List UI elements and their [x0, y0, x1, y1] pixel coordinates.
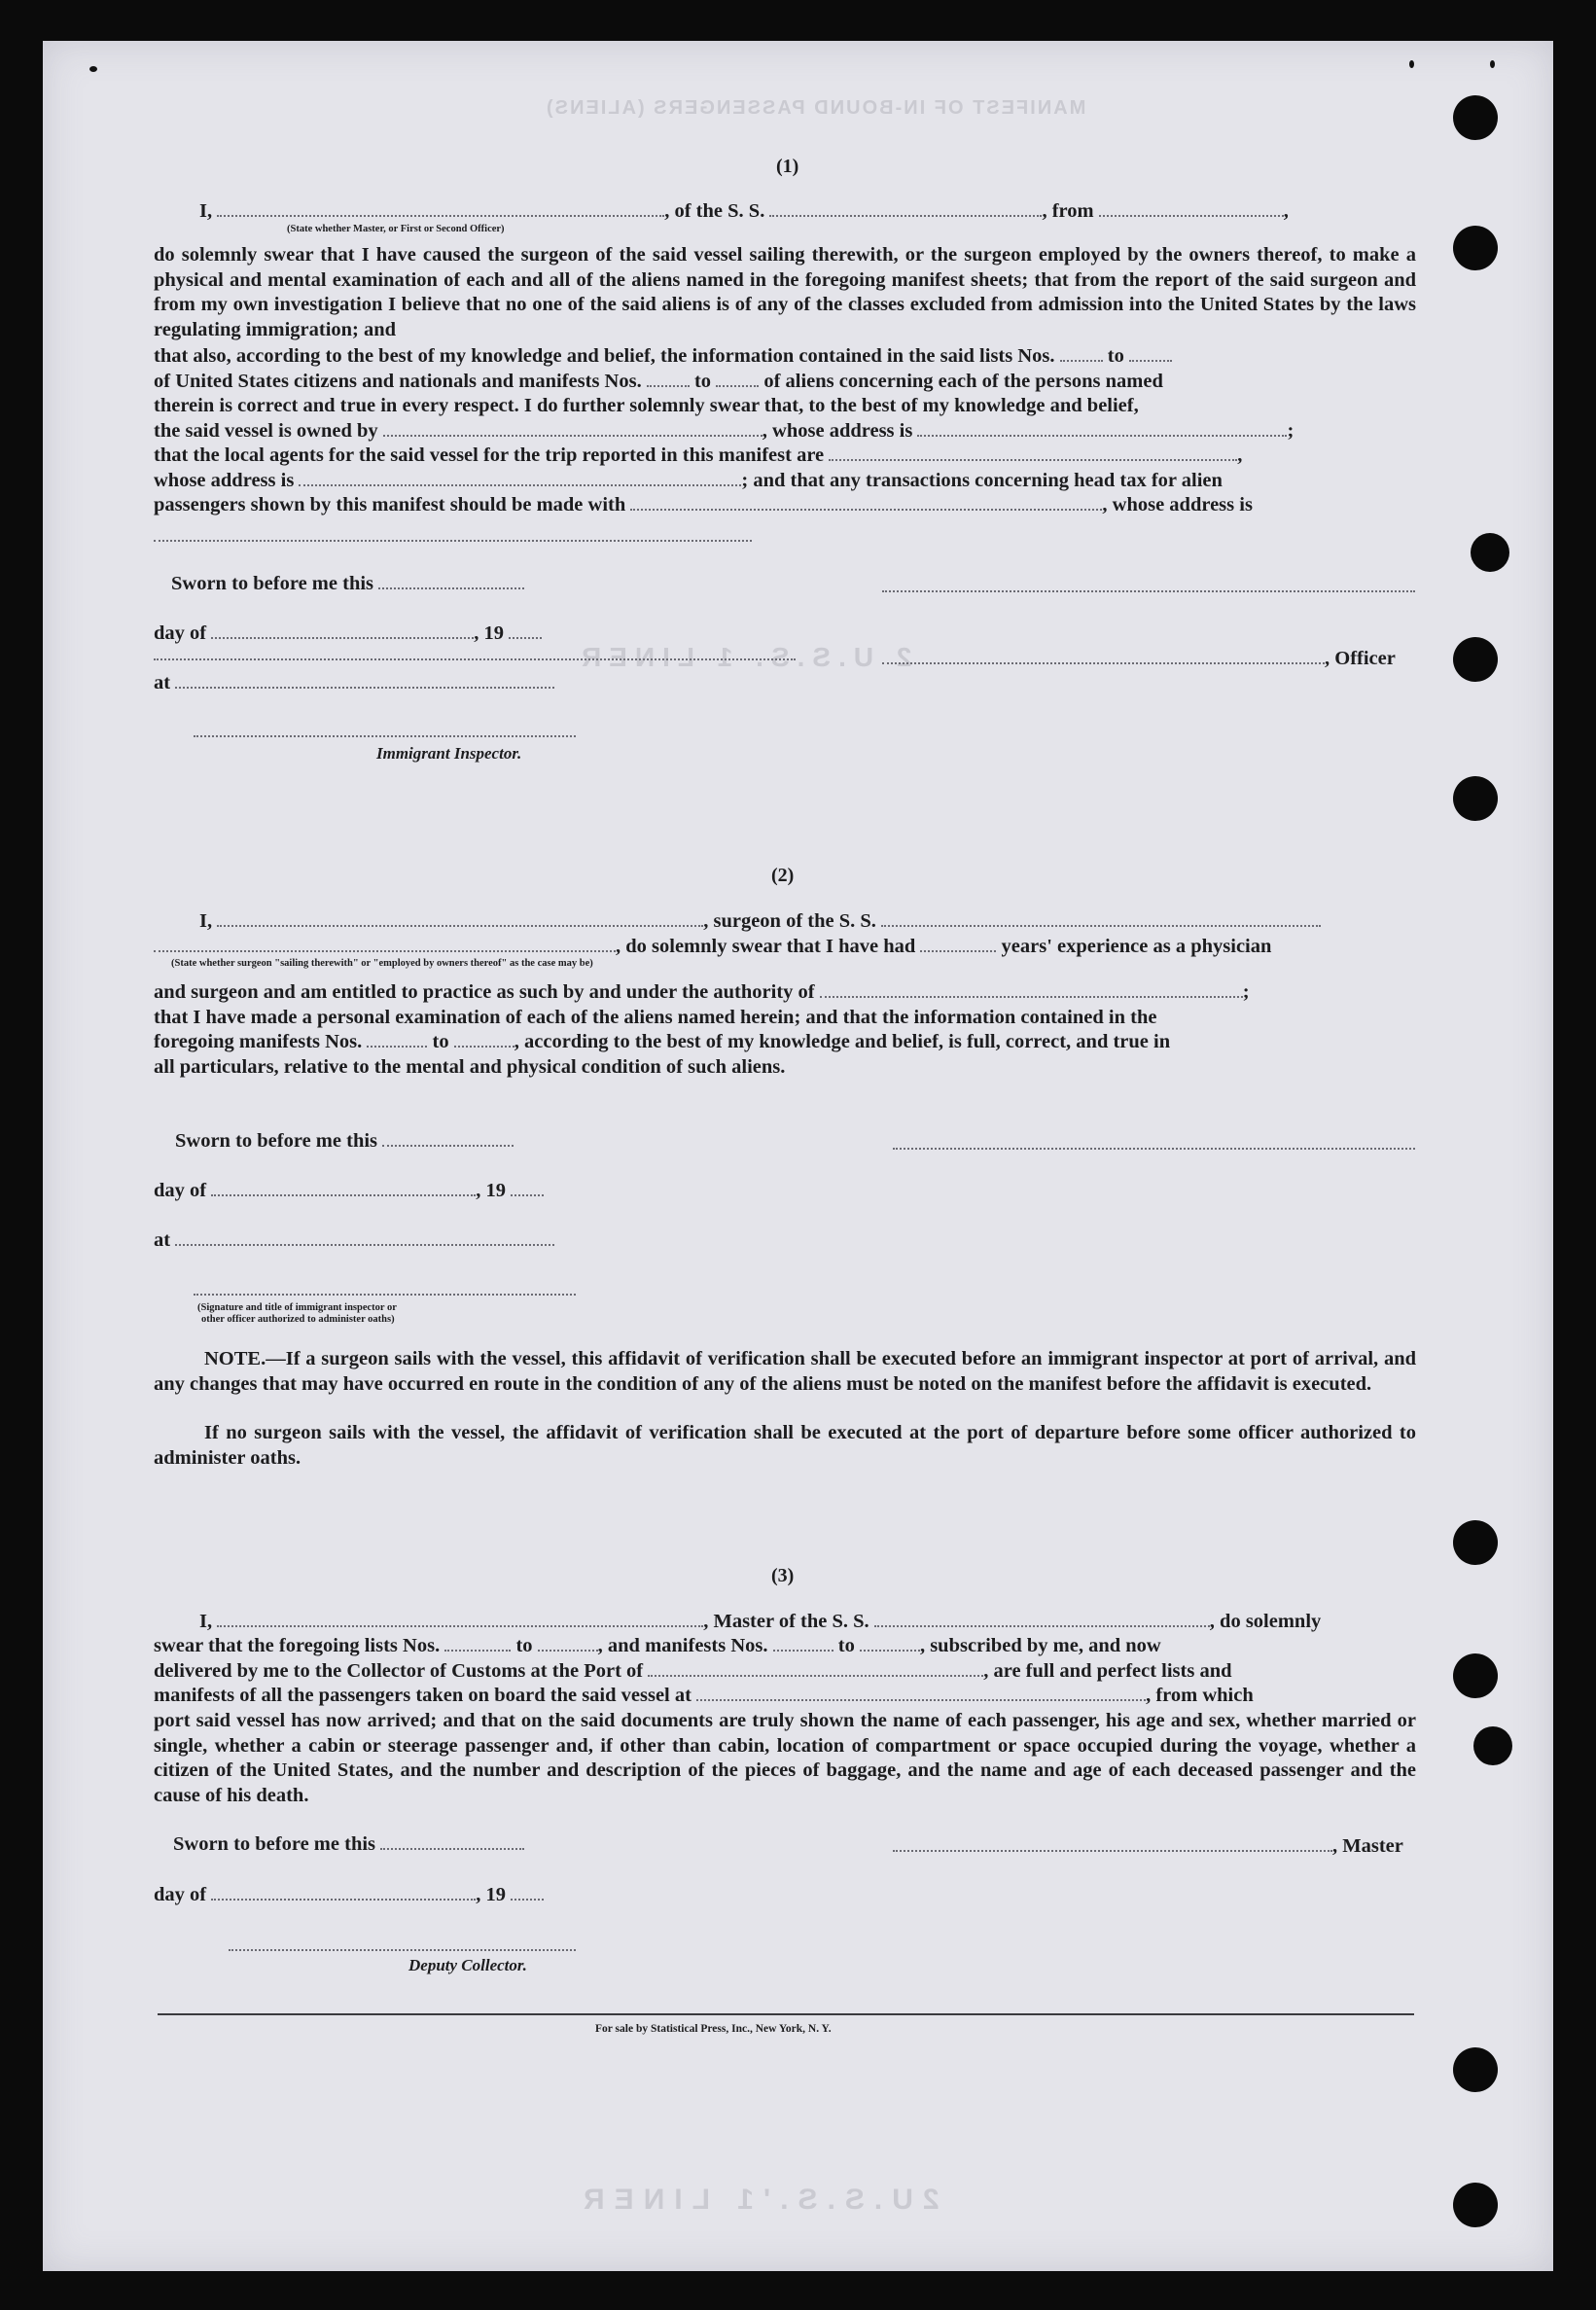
- section-1-number: (1): [776, 156, 799, 177]
- officer-name-field[interactable]: [217, 201, 664, 217]
- sworn-line: [175, 1129, 514, 1153]
- officer-signature-field[interactable]: [882, 649, 1325, 664]
- authority-label: and surgeon and am entitled to practice as such by and under the authority of: [154, 981, 815, 1003]
- manifests-label: foregoing manifests Nos.: [154, 1031, 363, 1052]
- to-label: to: [515, 1635, 533, 1656]
- manifest-to-field[interactable]: [454, 1032, 514, 1048]
- passengers-label: passengers shown by this manifest should be made with: [154, 494, 626, 515]
- section-3-swear-line: [154, 1634, 1161, 1657]
- authority-field[interactable]: [820, 982, 1243, 998]
- manifest-to-field[interactable]: [716, 372, 759, 387]
- sworn-date-field[interactable]: [378, 574, 524, 589]
- manifest-from-field[interactable]: [647, 372, 690, 387]
- punch-hole: [1453, 95, 1498, 140]
- address-label: , whose address is: [762, 420, 913, 442]
- punch-hole: [1453, 2183, 1498, 2227]
- day-of-label: day of: [154, 1884, 207, 1905]
- master-signature-field[interactable]: [893, 1836, 1332, 1852]
- master-name-field[interactable]: [217, 1612, 703, 1627]
- address-label: , whose address is: [1102, 494, 1253, 515]
- stray-mark: [1490, 60, 1495, 68]
- section-3-master-line: [199, 1610, 1321, 1633]
- bleed-through-text: 2 U.S.S. 1 LINER: [574, 642, 912, 672]
- semicolon: ;: [1287, 420, 1295, 442]
- agents-address-field[interactable]: [299, 471, 741, 486]
- lists-label: that also, according to the best of my knowledge and belief, the information contained in the said lists Nos.: [154, 345, 1055, 367]
- sworn-line: [173, 1832, 524, 1856]
- sworn-date-field[interactable]: [380, 1834, 524, 1850]
- year-label: , 19: [474, 622, 504, 644]
- section-2-surgeon-line: [199, 909, 1321, 933]
- footer-imprint: For sale by Statistical Press, Inc., New York, N. Y.: [595, 2023, 832, 2035]
- aliens-label: of aliens concerning each of the persons named: [763, 371, 1163, 392]
- head-tax-address-field[interactable]: [154, 538, 752, 542]
- manifest-from-field[interactable]: [773, 1636, 833, 1652]
- section-2-exam-line: that I have made a personal examination of each of the aliens named herein; and that the information contained in the: [154, 1007, 1157, 1028]
- surgeon-status-hint: (State whether surgeon "sailing therewith" or "employed by owners thereof" as the case may be): [171, 958, 593, 969]
- punch-hole: [1471, 533, 1509, 572]
- deputy-collector-label: Deputy Collector.: [408, 1956, 527, 1974]
- signature-hint-line-2: other officer authorized to administer oaths): [201, 1314, 395, 1325]
- at-place-field[interactable]: [175, 673, 554, 689]
- officer-signature-line-top[interactable]: [882, 588, 1415, 592]
- officer-rank-hint: (State whether Master, or First or Second Officer): [287, 224, 505, 234]
- day-of-line: [154, 622, 542, 645]
- section-1-passengers-line: [154, 493, 1253, 516]
- section-1-lists-line: [154, 344, 1172, 368]
- note-paragraph: NOTE.—If a surgeon sails with the vessel, this affidavit of verification shall be executed before an immigrant inspector at port of arrival, and any changes that may have occurred en route in the condition of any of the aliens must be noted on the manifest before the affidavit is executed.: [154, 1348, 1416, 1395]
- list-to-field[interactable]: [538, 1636, 598, 1652]
- list-from-field[interactable]: [1060, 346, 1103, 362]
- day-of-line: [154, 1883, 544, 1906]
- according-label: , according to the best of my knowledge and belief, is full, correct, and true in: [514, 1031, 1171, 1052]
- punch-hole: [1453, 1653, 1498, 1698]
- from-which-label: , from which: [1146, 1685, 1254, 1706]
- punch-hole: [1473, 1726, 1512, 1765]
- inspector-signature-field[interactable]: [194, 733, 576, 737]
- head-tax-agent-field[interactable]: [630, 495, 1102, 511]
- semicolon: ;: [1242, 981, 1250, 1003]
- section-1-owned-line: [154, 419, 1294, 443]
- lists-label: swear that the foregoing lists Nos.: [154, 1635, 441, 1656]
- section-1-citizens-line: [154, 370, 1163, 393]
- i-label: I,: [199, 910, 213, 932]
- day-of-field[interactable]: [211, 623, 474, 639]
- master-label: , Master: [1332, 1835, 1403, 1857]
- section-3-delivered-line: [154, 1659, 1232, 1683]
- stray-mark: [1409, 60, 1414, 68]
- subscribed-label: , subscribed by me, and now: [919, 1635, 1161, 1656]
- section-1-body: do solemnly swear that I have caused the surgeon of the said vessel sailing therewith, or the surgeon employed by the owners thereof, to make a physical and mental examination of each and all of the aliens named in the foregoing manifest sheets; that from the report of the said surgeon and from my own investigation I believe that no one of the said aliens is of any of the classes excluded from admission into the United States by the laws regulating immigration; and: [154, 244, 1416, 340]
- section-2-swear-line: [154, 935, 1271, 958]
- bleed-through-text: 2U.S.S.'1 LINER: [574, 2184, 940, 2216]
- manifest-from-field[interactable]: [367, 1032, 427, 1048]
- punch-hole: [1453, 637, 1498, 682]
- section-2-manifests-line: [154, 1030, 1170, 1053]
- sworn-line: [171, 572, 524, 595]
- section-1-whose-line: [154, 469, 1223, 492]
- section-2-number: (2): [771, 865, 795, 886]
- inspector-signature-field[interactable]: [194, 1292, 576, 1296]
- years-experience-field[interactable]: [920, 937, 996, 952]
- manifest-to-field[interactable]: [860, 1636, 920, 1652]
- delivered-label: delivered by me to the Collector of Customs at the Port of: [154, 1660, 644, 1682]
- at-label: at: [154, 1229, 171, 1251]
- comma: ,: [1237, 444, 1243, 466]
- i-label: I,: [199, 200, 213, 222]
- signature-hint-line-1: (Signature and title of immigrant inspector or: [197, 1302, 397, 1313]
- solemnly-label: , do solemnly: [1209, 1611, 1322, 1632]
- year-field[interactable]: [511, 1181, 544, 1196]
- footer-rule: [158, 2013, 1414, 2015]
- citizens-label: of United States citizens and nationals and manifests Nos.: [154, 371, 642, 392]
- from-label: , from: [1042, 200, 1094, 222]
- sworn-date-field[interactable]: [382, 1131, 514, 1147]
- year-field[interactable]: [511, 1885, 544, 1901]
- departure-port-field[interactable]: [696, 1686, 1146, 1701]
- year-label: , 19: [476, 1884, 506, 1905]
- dotted-separator: [154, 657, 796, 660]
- owned-label: the said vessel is owned by: [154, 420, 378, 442]
- bleed-through-text: MANIFEST OF IN-BOUND PASSENGERS (ALIENS): [545, 97, 1086, 119]
- section-3-number: (3): [771, 1565, 795, 1586]
- address-label: whose address is: [154, 470, 295, 491]
- full-lists-label: , are full and perfect lists and: [983, 1660, 1232, 1682]
- sworn-label: Sworn to before me this: [171, 573, 374, 594]
- year-label: , 19: [476, 1180, 506, 1201]
- swear-label: , do solemnly swear that I have had: [616, 936, 916, 957]
- section-1-correct-line: therein is correct and true in every respect. I do further solemnly swear that, to the best of my knowledge and belief,: [154, 395, 1139, 416]
- master-vessel-field[interactable]: [874, 1612, 1210, 1627]
- sworn-label: Sworn to before me this: [173, 1833, 376, 1855]
- from-port-field[interactable]: [1099, 201, 1284, 217]
- surgeon-status-field[interactable]: [154, 937, 616, 952]
- experience-label: years' experience as a physician: [1001, 936, 1272, 957]
- to-label: to: [1107, 345, 1124, 367]
- at-label: at: [154, 672, 171, 693]
- list-from-field[interactable]: [444, 1636, 511, 1652]
- owner-address-field[interactable]: [917, 421, 1287, 437]
- section-1-agents-line: [154, 444, 1242, 467]
- i-label: I,: [199, 1611, 213, 1632]
- manifests-label: manifests of all the passengers taken on board the said vessel at: [154, 1685, 692, 1706]
- owner-field[interactable]: [383, 421, 763, 437]
- section-1-oath-line: [199, 199, 1289, 223]
- to-label: to: [837, 1635, 855, 1656]
- section-3-manifests-line: [154, 1684, 1254, 1707]
- agents-field[interactable]: [829, 445, 1237, 461]
- master-signature-line: [893, 1834, 1403, 1858]
- punch-hole: [1453, 226, 1498, 270]
- note-paragraph-2: If no surgeon sails with the vessel, the affidavit of verification shall be executed at the port of departure before some officer authorized to administer oaths.: [154, 1422, 1416, 1469]
- surgeon-signature-field[interactable]: [893, 1146, 1415, 1150]
- surgeon-name-field[interactable]: [217, 911, 703, 927]
- to-label: to: [693, 371, 712, 392]
- at-line: [154, 1228, 554, 1252]
- year-field[interactable]: [509, 623, 542, 639]
- immigrant-inspector-label: Immigrant Inspector.: [376, 744, 522, 763]
- section-3-body: port said vessel has now arrived; and that on the said documents are truly shown the name of each passenger, his age and sex, whether married or single, whether a cabin or steerage passenger and, if other than cabin, location of compartment or space occupied during the voyage, whether a citizen of the United States, and the number and description of the pieces of baggage, and the name and age of each deceased passenger and the cause of his death.: [154, 1710, 1416, 1806]
- deputy-signature-field[interactable]: [229, 1947, 576, 1951]
- port-field[interactable]: [648, 1661, 983, 1677]
- of-ss-label: , of the S. S.: [664, 200, 765, 222]
- list-to-field[interactable]: [1129, 346, 1172, 362]
- stray-mark: [89, 66, 97, 72]
- day-of-line: [154, 1179, 544, 1202]
- surgeon-vessel-field[interactable]: [881, 911, 1321, 927]
- section-2-authority-line: [154, 980, 1250, 1004]
- to-label: to: [432, 1031, 449, 1052]
- day-of-label: day of: [154, 622, 207, 644]
- comma: ,: [1283, 200, 1289, 222]
- sworn-label: Sworn to before me this: [175, 1130, 378, 1152]
- punch-hole: [1453, 776, 1498, 821]
- at-line: [154, 671, 554, 694]
- surgeon-of-label: , surgeon of the S. S.: [703, 910, 876, 932]
- head-tax-label: ; and that any transactions concerning head tax for alien: [741, 470, 1223, 491]
- section-2-particulars-line: all particulars, relative to the mental and physical condition of such aliens.: [154, 1056, 786, 1078]
- vessel-name-field[interactable]: [769, 201, 1042, 217]
- day-of-field[interactable]: [211, 1181, 476, 1196]
- day-of-field[interactable]: [211, 1885, 476, 1901]
- officer-line: [882, 647, 1396, 670]
- agents-label: that the local agents for the said vessel for the trip reported in this manifest are: [154, 444, 825, 466]
- at-place-field[interactable]: [175, 1230, 554, 1246]
- punch-hole: [1453, 2047, 1498, 2092]
- punch-hole: [1453, 1520, 1498, 1565]
- officer-label: , Officer: [1325, 648, 1396, 669]
- manifests-label: , and manifests Nos.: [597, 1635, 768, 1656]
- master-of-label: , Master of the S. S.: [703, 1611, 869, 1632]
- day-of-label: day of: [154, 1180, 207, 1201]
